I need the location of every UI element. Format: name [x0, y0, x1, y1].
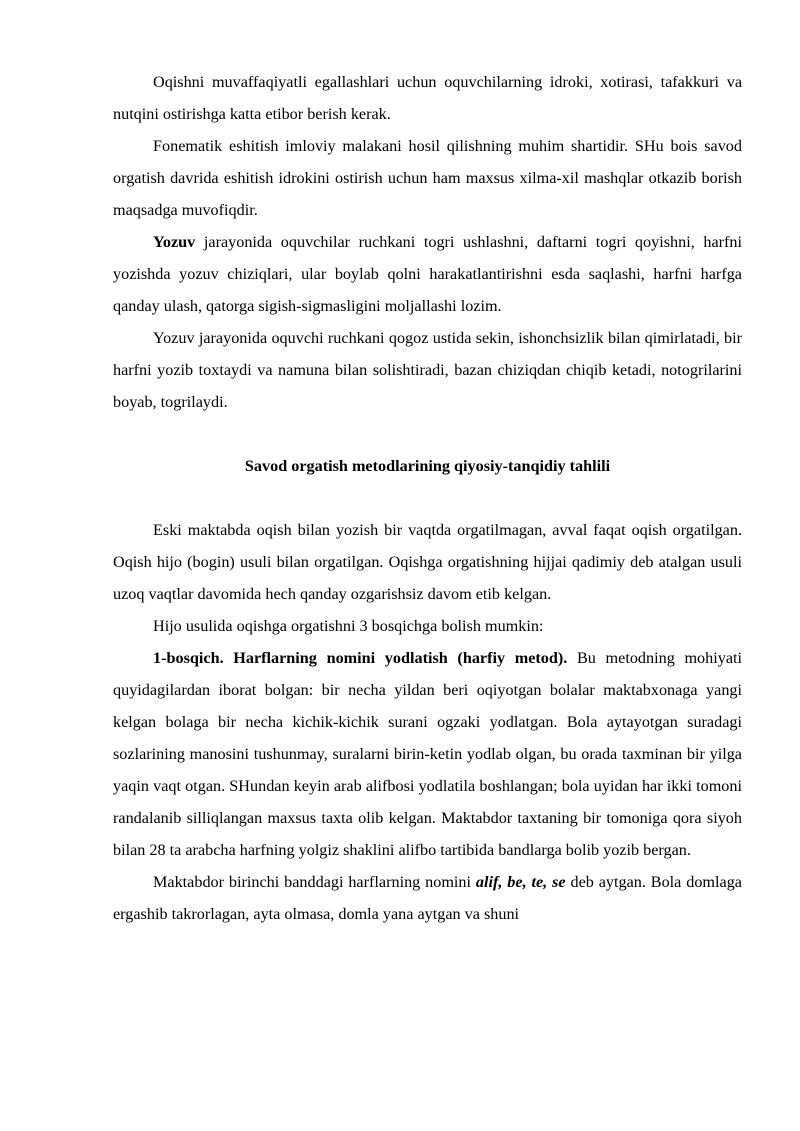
paragraph-5: Eski maktabda oqish bilan yozish bir vaqtda orgatilmagan, avval faqat oqish orgatilgan. Oqish hijo (bogin) usuli bilan orgatilgan. Oqishga orgatishning hijjai qadimiy deb atalgan usuli uzoq vaqtlar davomida hech qanday ozgarishsiz davom etib kelgan. [113, 521, 742, 603]
spacer [113, 482, 742, 514]
paragraph-4: Yozuv jarayonida oquvchi ruchkani qogoz ustida sekin, ishonchsizlik bilan qimirlatadi, bir harfni yozib toxtaydi va namuna bilan solishtiradi, bazan chiziqdan chiqib ketadi, notogrilarini boyab, togrilaydi. [113, 329, 742, 411]
paragraph-8-post: deb aytgan. Bola domlaga ergashib takrorlagan, ayta olmasa, domla yana aytgan va shuni [113, 873, 742, 923]
document-page [113, 66, 742, 930]
paragraph-3-rest: jarayonida oquvchilar ruchkani togri ushlashni, daftarni togri qoyishni, harfni yozishda yozuv chiziqlari, ular boylab qolni harakatlantirishni esda saqlashi, harfni harfga qanday ulash, qatorga sigish-sigmasligini moljallashi lozim. [113, 233, 742, 315]
paragraph-8-pre: Maktabdor birinchi banddagi harflarning nomini [153, 873, 476, 891]
paragraph-7 [113, 642, 742, 866]
spacer [113, 418, 742, 450]
paragraph-7-lead: 1-bosqich. Harflarning nomini yodlatish (harfiy metod). [153, 649, 568, 667]
paragraph-3 [113, 226, 742, 322]
paragraph-6: Hijo usulida oqishga orgatishni 3 bosqichga bolish mumkin: [153, 617, 544, 635]
paragraph-2: Fonematik eshitish imloviy malakani hosil qilishning muhim shartidir. SHu bois savod orgatish davrida eshitish idrokini ostirish uchun ham maxsus xilma-xil mashqlar otkazib borish maqsadga muvofiqdir. [113, 137, 742, 219]
paragraph-1: Oqishni muvaffaqiyatli egallashlari uchun oquvchilarning idroki, xotirasi, tafakkuri va nutqini ostirishga katta etibor berish kerak. [113, 73, 742, 123]
paragraph-3-lead: Yozuv [153, 233, 196, 251]
paragraph-7-rest: Bu metodning mohiyati quyidagilardan iborat bolgan: bir necha yildan beri oqiyotgan bolalar maktabxonaga yangi kelgan bolaga bir necha kichik-kichik surani ogzaki yodlatgan. Bola aytayotgan suradagi sozlarining manosini tushunmay, suralarni birin-ketin yodlab olgan, bu orada taxminan bir yilga yaqin vaqt otgan. SHundan keyin arab alifbosi yodlatila boshlangan; bola uyidan har ikki tomoni randalanib silliqlangan maxsus taxta olib kelgan. Maktabdor taxtaning bir tomoniga qora siyoh bilan 28 ta arabcha harfning yolgiz shaklini alifbo tartibida bandlarga bolib yozib bergan. [113, 649, 742, 859]
paragraph-8 [113, 866, 742, 930]
section-heading: Savod orgatish metodlarining qiyosiy-tanqidiy tahlili [244, 457, 611, 475]
paragraph-8-emphasis: alif, be, te, se [475, 873, 566, 891]
